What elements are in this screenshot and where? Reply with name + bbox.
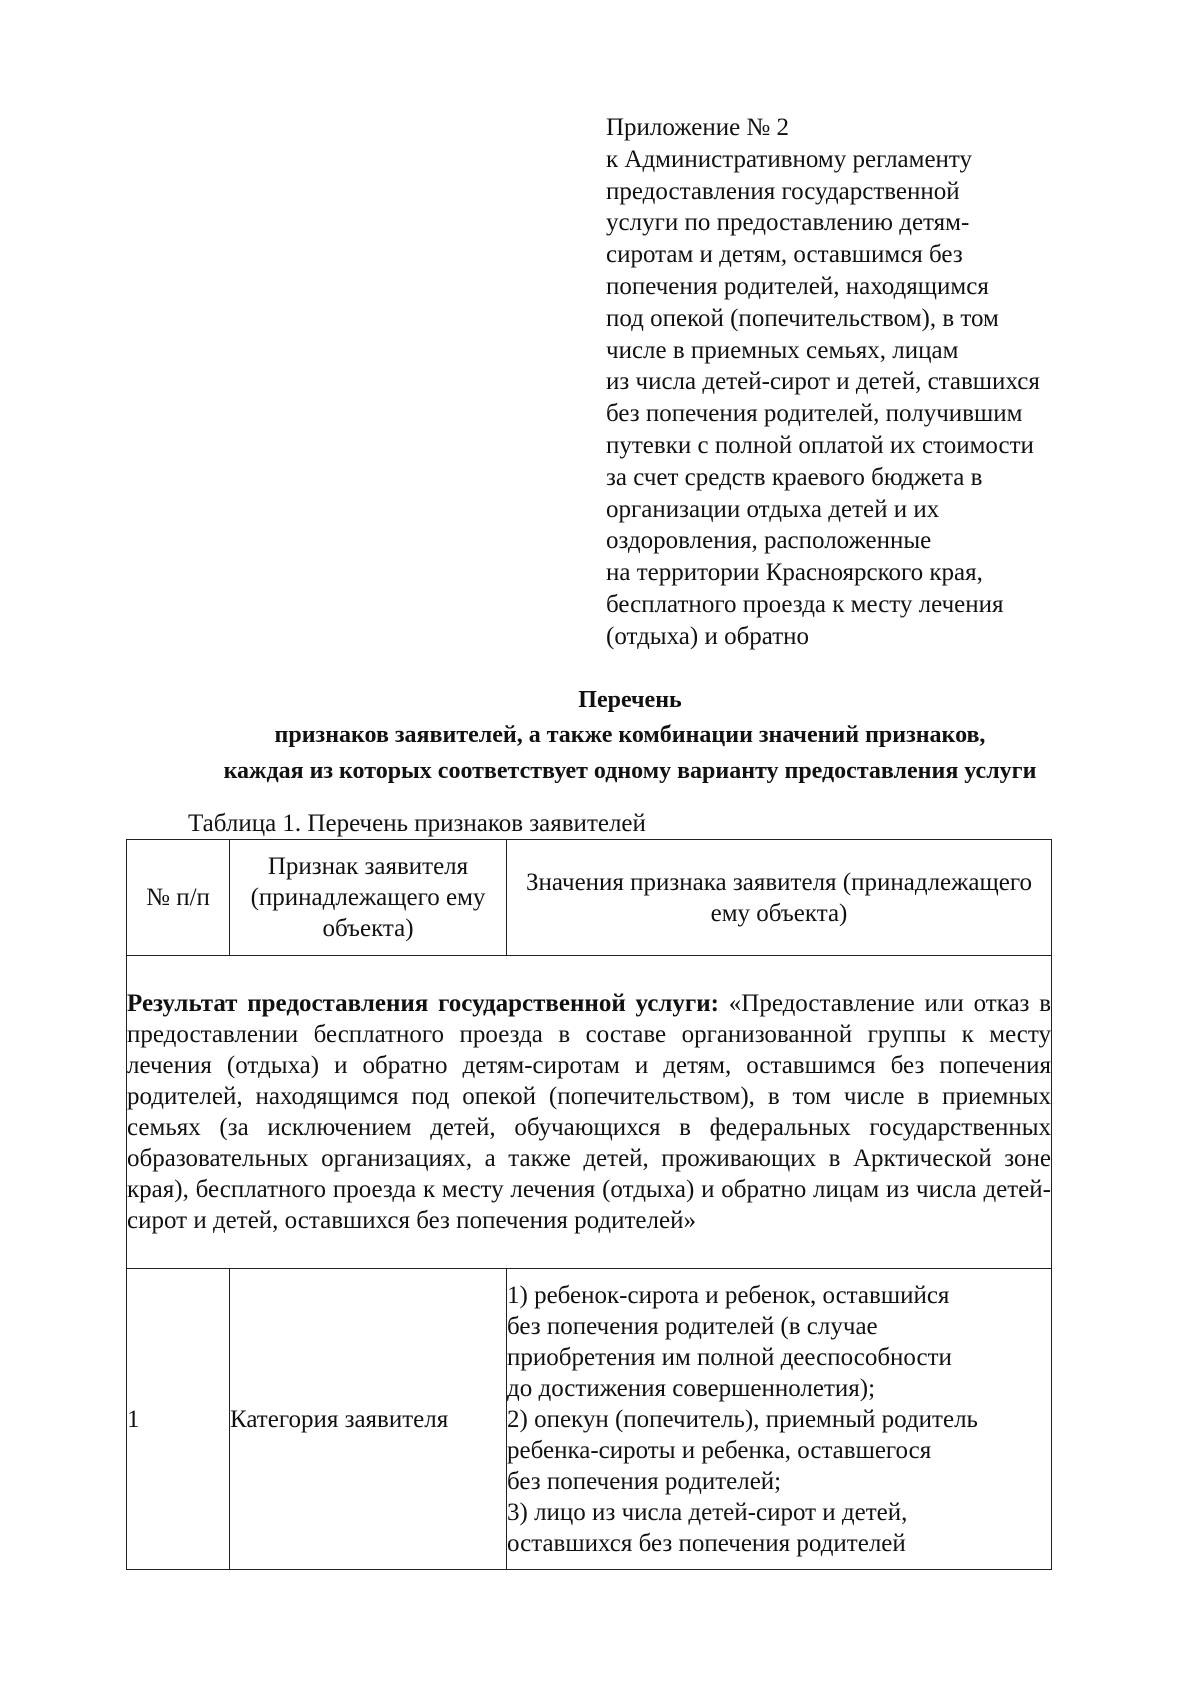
table-row	[127, 1269, 1052, 1570]
appendix-line: за счет средств краевого бюджета в	[606, 463, 983, 491]
appendix-line: сиротам и детям, оставшимся без	[606, 241, 963, 269]
value-line: 2) опекун (попечитель), приемный родитель	[507, 1405, 978, 1433]
appendix-line: к Административному регламенту	[606, 145, 973, 173]
appendix-line: услуги по предоставлению детям-	[606, 209, 970, 237]
header-feature: Признак заявителя (принадлежащего ему объекта)	[230, 840, 507, 956]
title-line: каждая из которых соответствует одному варианту предоставления услуги	[223, 757, 1037, 784]
appendix-line: бесплатного проезда к месту лечения	[606, 590, 1004, 618]
appendix-line: числе в приемных семьях, лицам	[606, 336, 959, 364]
value-line: 3) лицо из числа детей-сирот и детей,	[507, 1498, 908, 1526]
appendix-line: предоставления государственной	[606, 177, 960, 205]
result-text-block	[127, 988, 1051, 1236]
table-caption: Таблица 1. Перечень признаков заявителей	[188, 810, 646, 837]
appendix-line: на территории Красноярского края,	[606, 559, 983, 587]
appendix-header	[606, 112, 1106, 653]
appendix-line: под опекой (попечительством), в том	[606, 304, 999, 332]
appendix-line: организации отдыха детей и их	[606, 495, 940, 523]
value-line: оставшихся без попечения родителей	[507, 1529, 906, 1557]
appendix-line: Приложение № 2	[606, 114, 790, 141]
appendix-line: (отдыха) и обратно	[606, 622, 810, 650]
document-title	[100, 683, 1160, 789]
title-line: признаков заявителей, а также комбинации значений признаков,	[274, 722, 986, 749]
row-feature: Категория заявителя	[230, 1269, 507, 1570]
value-line: ребенка-сироты и ребенка, оставшегося	[507, 1436, 932, 1464]
value-line: без попечения родителей (в случае	[507, 1312, 878, 1340]
result-cell	[127, 956, 1052, 1269]
appendix-line: без попечения родителей, получившим	[606, 400, 1023, 428]
features-table	[126, 839, 1052, 1570]
appendix-line: из числа детей-сирот и детей, ставшихся	[606, 368, 1040, 396]
header-number: № п/п	[127, 840, 230, 956]
value-line: до достижения совершеннолетия);	[507, 1374, 876, 1402]
result-row	[127, 956, 1052, 1269]
result-text: «Предоставление или отказ в предоставлении бесплатного проезда в составе организованной группы к месту лечения (отдыха) и обратно детям-сиротам и детям, оставшимся без попечения родителей, находящимся под опекой (попечительством), в том числе в приемных семьях (за исключением детей, обучающихся в федеральных государственных образовательных организациях, а также детей, проживающих в Арктической зоне края), бесплатного проезда к месту лечения (отдыха) и обратно лицам из числа детей-сирот и детей, оставшихся без попечения родителей»	[127, 990, 1052, 1234]
appendix-line: попечения родителей, находящимся	[606, 272, 989, 300]
value-line: без попечения родителей;	[507, 1467, 782, 1495]
table-header-row	[127, 840, 1052, 956]
row-values	[507, 1269, 1052, 1570]
header-values: Значения признака заявителя (принадлежащего ему объекта)	[507, 840, 1052, 956]
title-line: Перечень	[578, 687, 682, 713]
appendix-line: путевки с полной оплатой их стоимости	[606, 431, 1034, 459]
value-line: 1) ребенок-сирота и ребенок, оставшийся	[507, 1281, 950, 1309]
row-number: 1	[127, 1269, 230, 1570]
appendix-line: оздоровления, расположенные	[606, 527, 932, 555]
result-label: Результат предоставления государственной услуги:	[127, 990, 719, 1017]
value-line: приобретения им полной дееспособности	[507, 1343, 952, 1371]
